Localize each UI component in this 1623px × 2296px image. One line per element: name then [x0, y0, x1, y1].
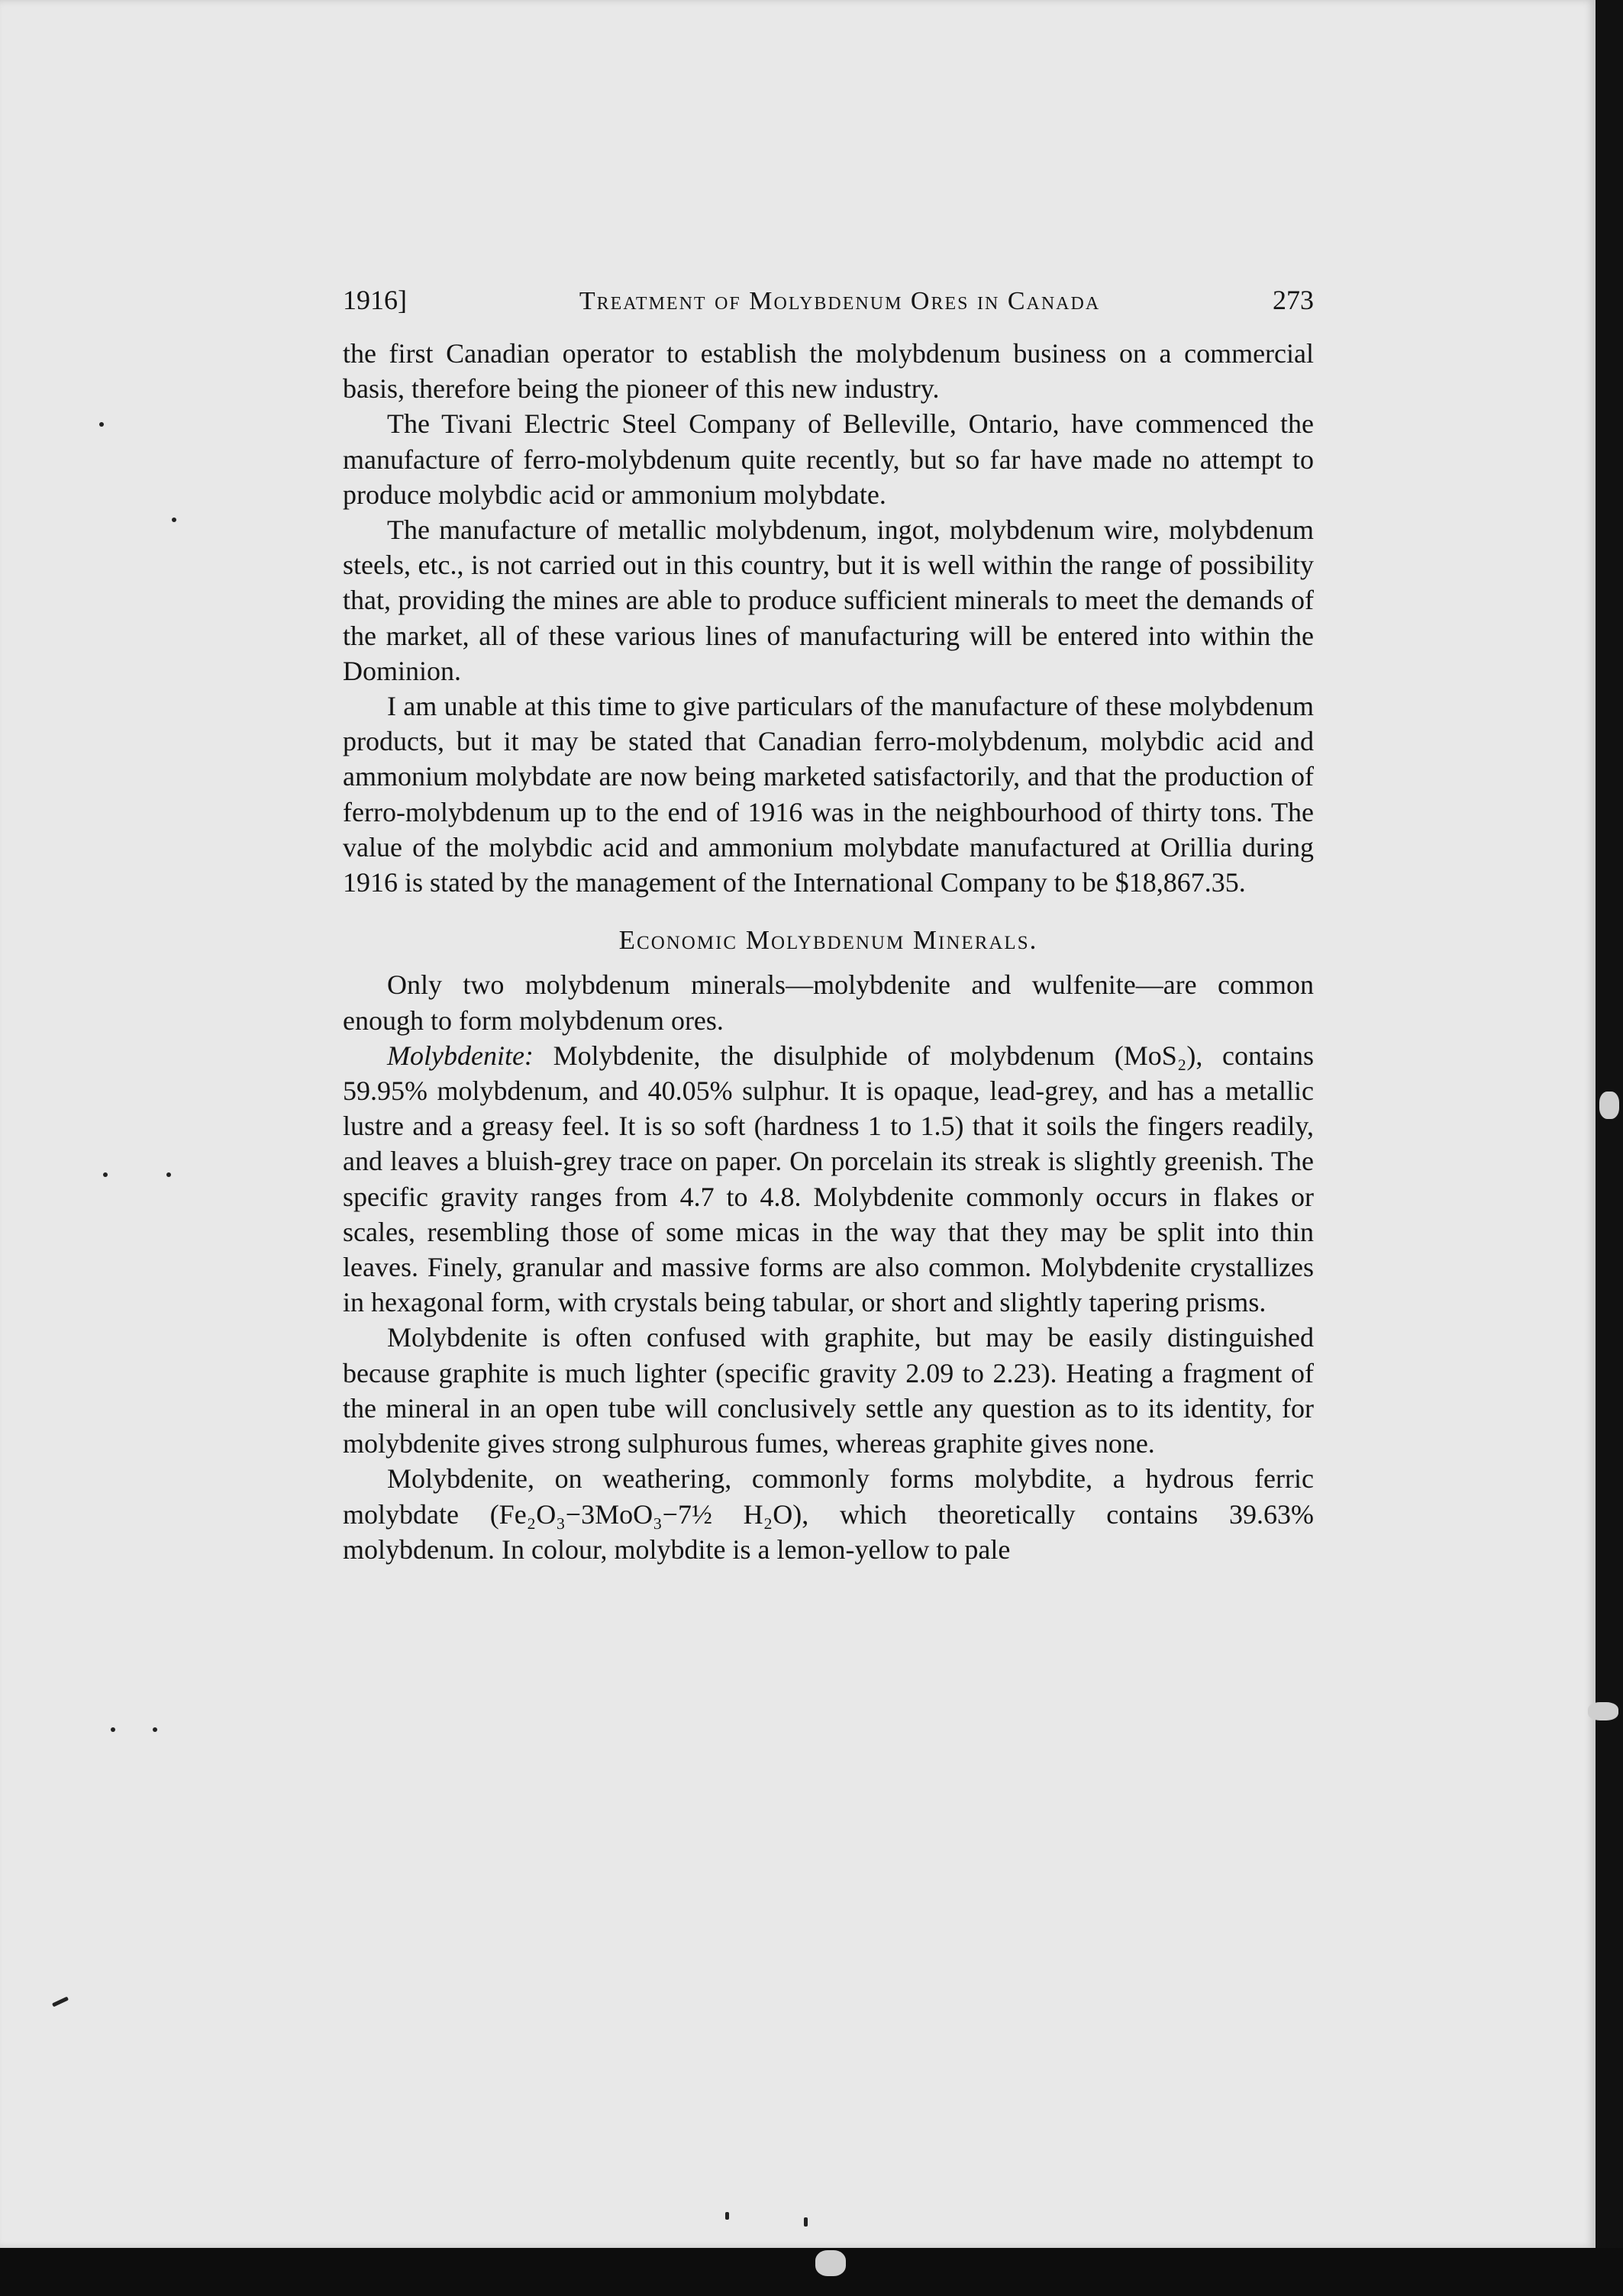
- running-header: [343, 282, 1314, 328]
- scan-blot: [1599, 1092, 1619, 1119]
- scan-speck: [103, 1172, 108, 1177]
- paragraph-text: Only two molybdenum minerals—molybdenite and wulfenite—are common enough to form molybdenum ores.: [343, 969, 1314, 1036]
- scan-speck: [52, 1997, 69, 2007]
- paragraph: [343, 1320, 1314, 1461]
- scan-speck: [111, 1727, 115, 1732]
- header-year: 1916]: [343, 285, 407, 315]
- paragraph: the first Canadian operator to establish the molybdenum business on a commercial basis, therefore being the pioneer of this new industry.: [343, 338, 1314, 405]
- paragraph: I am unable at this time to give particulars of the manufacture of these molybdenum products, but it may be stated that Canadian ferro-molybdenum, molybdic acid and ammonium molybdate are now being marketed satisfactorily, and that the production of ferro-molybdenum up to the end of 1916 was in the neighbourhood of thirty tons. The value of the molybdic acid and ammonium molybdate manufactured at Orillia during 1916 is stated by the management of the International Company to be $18,867.35.: [343, 691, 1314, 898]
- header-title: Treatment of Molybdenum Ores in Canada: [579, 287, 1101, 315]
- paragraph: [343, 1038, 1314, 1321]
- scan-blot: [1588, 1702, 1618, 1720]
- scan-speck: [725, 2212, 729, 2220]
- scan-speck: [153, 1727, 157, 1732]
- paragraph-lead-term: Molybdenite:: [387, 1040, 534, 1071]
- page-number: 273: [1273, 285, 1314, 315]
- section-heading: Economic Molybdenum Minerals.: [618, 925, 1038, 956]
- scan-edge-strip: [1596, 0, 1623, 2296]
- scan-speck: [172, 518, 176, 522]
- paragraph: The manufacture of metallic molybdenum, ingot, molybdenum wire, molybdenum steels, etc., is not carried out in this country, but it is well within the range of possibility that, providing the mines are able to produce sufficient minerals to meet the demands of the market, all of these various lines of manufacturing will be entered into within the Dominion.: [343, 514, 1314, 686]
- paragraph-text: Molybdenite, the disulphide of molybdenum (MoS₂), contains 59.95% molybdenum, and 40.05% sulphur. It is opaque, lead-grey, and has a metallic lustre and a greasy feel. It is so soft (hardness 1 to 1.5) that it soils the fingers readily, and leaves a bluish-grey trace on paper. On porcelain its streak is slightly greenish. The specific gravity ranges from 4.7 to 4.8. Molybdenite commonly occurs in flakes or scales, resembling those of some micas in the way that they may be split into thin leaves. Finely, granular and massive forms are also common. Molybdenite crystallizes in hexagonal form, with crystals being tabular, or short and slightly tapering prisms.: [343, 1040, 1314, 1318]
- scan-speck: [99, 422, 104, 427]
- paragraph-text: Molybdenite, on weathering, commonly forms molybdite, a hydrous ferric molybdate (Fe₂O₃−3MoO₃−7½ H₂O), which theoretically contains 39.63% molybdenum. In colour, molybdite is a lemon-yellow to pale: [343, 1463, 1314, 1565]
- scan-speck: [166, 1172, 171, 1177]
- paragraph-text: Molybdenite is often confused with graphite, but may be easily distinguished because graphite is much lighter (specific gravity 2.09 to 2.23). Heating a fragment of the mineral in an open tube will conclusively settle any question as to its identity, for molybdenite gives strong sulphurous fumes, whereas graphite gives none.: [343, 1322, 1314, 1459]
- page-text-block: [343, 282, 1314, 1567]
- paragraph: The Tivani Electric Steel Company of Belleville, Ontario, have commenced the manufacture of ferro-molybdenum quite recently, but so far have made no attempt to produce molybdic acid or ammonium molybdate.: [343, 408, 1314, 510]
- scan-speck: [804, 2217, 808, 2227]
- paragraph: [343, 1461, 1314, 1567]
- paragraph: [343, 967, 1314, 1037]
- scan-blot: [815, 2250, 846, 2276]
- scan-bottom-strip: [0, 2248, 1623, 2296]
